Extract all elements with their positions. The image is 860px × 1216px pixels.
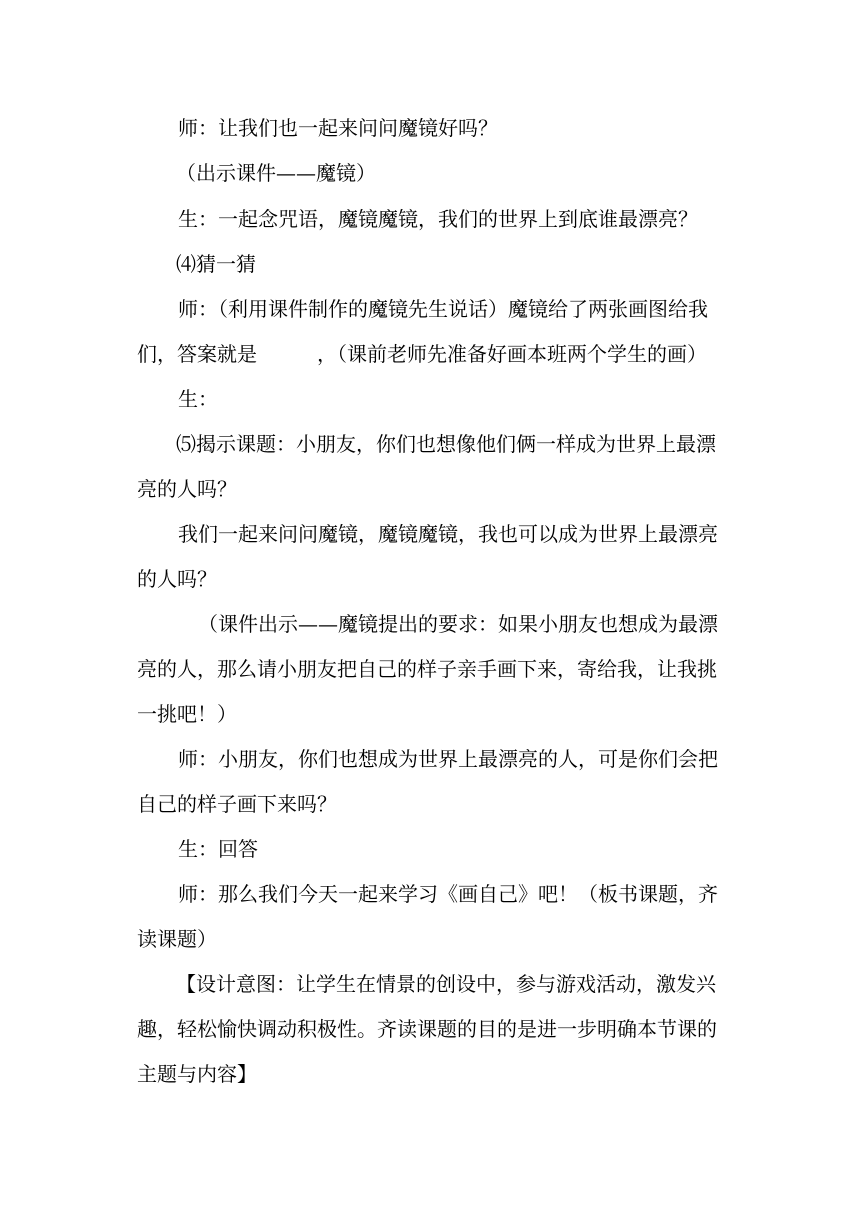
text-line: 师：小朋友，你们也想成为世界上最漂亮的人，可是你们会把 [178,747,718,771]
text-line: （课件出示——魔镜提出的要求：如果小朋友也想成为最漂 [198,612,718,636]
text-line: 趣，轻松愉快调动积极性。齐读课题的目的是进一步明确本节课的 [137,1017,717,1041]
text-line: 生：回答 [178,837,258,861]
text-line: 们，答案就是 ，（课前老师先准备好画本班两个学生的画） [137,342,707,366]
text-line: 亮的人吗？ [137,477,237,501]
text-line: 我们一起来问问魔镜，魔镜魔镜，我也可以成为世界上最漂亮 [178,522,718,546]
text-line: ⑷猜一猜 [176,252,256,276]
text-line: 师：让我们也一起来问问魔镜好吗？ [178,116,498,140]
text-line: 师：那么我们今天一起来学习《画自己》吧！（板书课题，齐 [178,882,718,906]
text-line: 主题与内容】 [137,1062,257,1086]
text-line: 亮的人，那么请小朋友把自己的样子亲手画下来，寄给我，让我挑 [137,657,717,681]
text-line: 的人吗？ [137,567,217,591]
text-line: 【设计意图：让学生在情景的创设中，参与游戏活动，激发兴 [176,972,716,996]
text-line: ⑸揭示课题：小朋友，你们也想像他们俩一样成为世界上最漂 [176,432,716,456]
text-line: 生： [178,387,218,411]
text-line: （出示课件——魔镜） [176,161,376,185]
text-line: 一挑吧！） [137,702,237,726]
text-line: 师：（利用课件制作的魔镜先生说话）魔镜给了两张画图给我 [178,297,708,321]
text-line: 读课题） [137,927,217,951]
text-line: 自己的样子画下来吗？ [137,792,337,816]
text-line: 生：一起念咒语，魔镜魔镜，我们的世界上到底谁最漂亮？ [178,207,698,231]
